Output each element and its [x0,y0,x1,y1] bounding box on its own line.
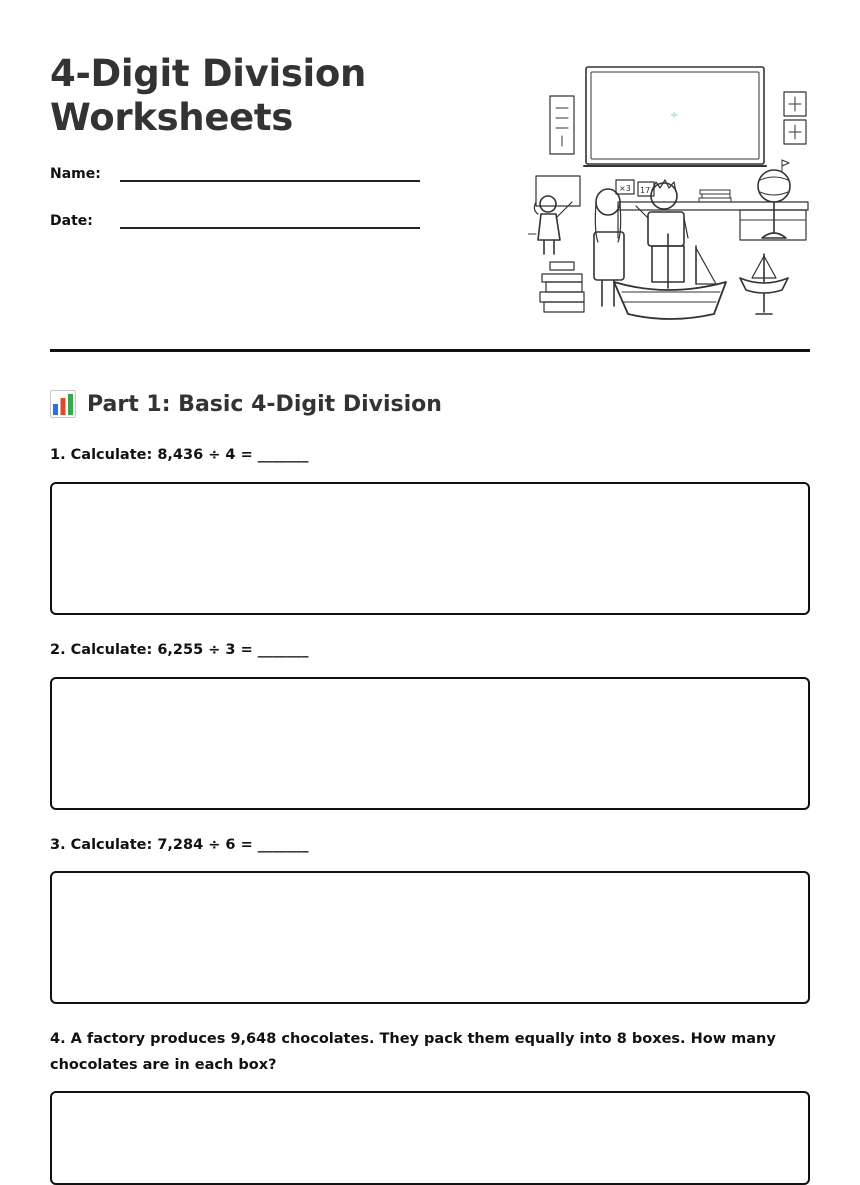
svg-text:17: 17 [640,186,651,195]
answer-box-2[interactable] [50,677,810,810]
answer-box-1[interactable] [50,482,810,615]
date-field[interactable] [50,213,420,237]
date-label: Date: [50,213,93,229]
bar-chart-icon [50,390,76,418]
svg-text:×3: ×3 [619,184,631,193]
date-line[interactable] [120,227,420,229]
name-field[interactable] [50,166,420,190]
question-2: 2. Calculate: 6,255 ÷ 3 = _______ [50,642,309,658]
title-line-2: Worksheets [50,96,294,139]
title-line-1: 4-Digit Division [50,52,367,95]
worksheet-header [50,0,810,417]
question-1: 1. Calculate: 8,436 ÷ 4 = _______ [50,447,309,463]
page-title [50,52,366,140]
svg-text:÷: ÷ [670,110,679,121]
name-line[interactable] [120,180,420,182]
header-divider [50,349,810,352]
name-label: Name: [50,166,101,182]
worksheet-page [50,0,810,1073]
answer-box-3[interactable] [50,871,810,1004]
question-3: 3. Calculate: 7,284 ÷ 6 = _______ [50,837,309,853]
answer-box-4[interactable] [50,1091,810,1185]
question-4: 4. A factory produces 9,648 chocolates. They pack them equally into 8 boxes. How many chocolates are in each box? [50,1031,776,1073]
classroom-illustration [528,62,812,328]
part1-heading [50,388,442,420]
part1-title: Part 1: Basic 4-Digit Division [87,391,442,417]
